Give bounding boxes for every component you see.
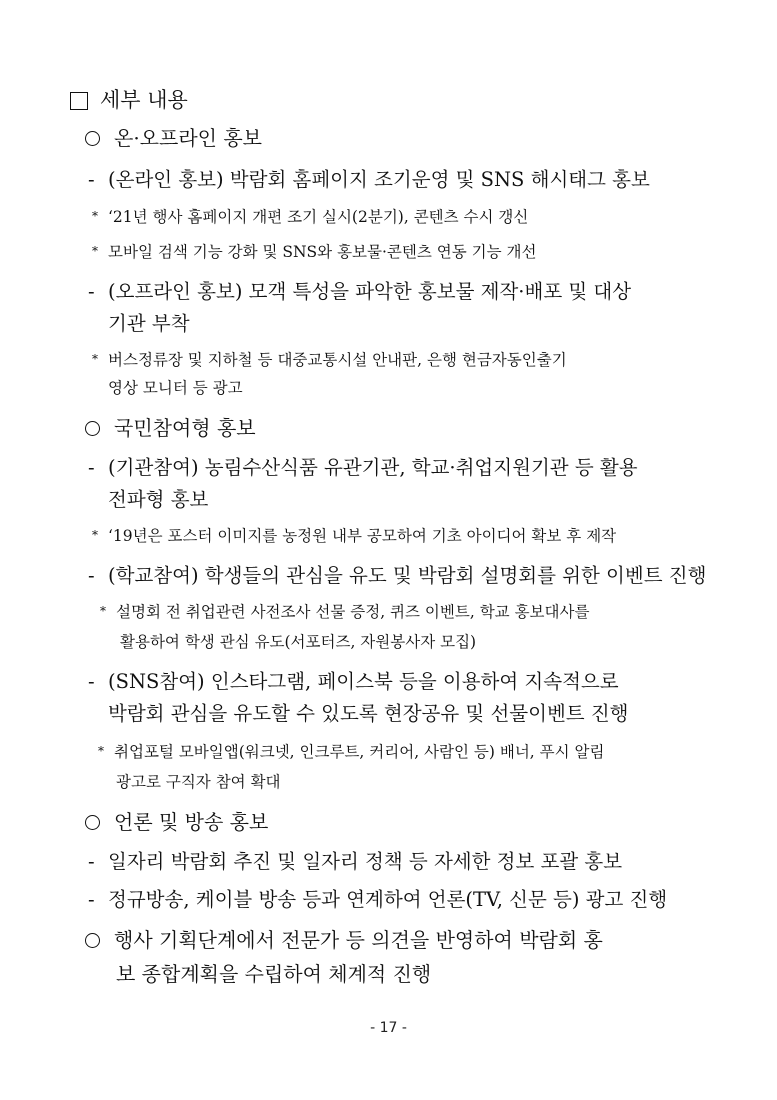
planning-item-cont: 보 종합계획을 수립하여 체계적 진행 [116, 962, 432, 986]
circle-bullet-icon [85, 131, 100, 146]
institution-note: * ‘19년은 포스터 이미지를 농정원 내부 공모하여 기초 아이디어 확보 후 제작 [92, 527, 617, 545]
offline-note-1: * 버스정류장 및 지하철 등 대중교통시설 안내판, 은행 현금자동인출기 [92, 351, 567, 369]
checkbox-square-icon [70, 92, 88, 110]
online-note-1: * ‘21년 행사 홈페이지 개편 조기 실시(2분기), 콘텐츠 수시 갱신 [92, 208, 529, 226]
sns-participation-item: - (SNS참여) 인스타그램, 페이스북 등을 이용하여 지속적으로 [88, 670, 619, 693]
school-participation-item: - (학교참여) 학생들의 관심을 유도 및 박람회 설명회를 위한 이벤트 진행 [88, 564, 707, 587]
institution-participation-item-cont: 전파형 홍보 [108, 488, 209, 511]
online-promo-item: - (온라인 홍보) 박람회 홈페이지 조기운영 및 SNS 해시태그 홍보 [88, 168, 650, 191]
institution-participation-item: - (기관참여) 농림수산식품 유관기관, 학교·취업지원기관 등 활용 [88, 456, 638, 479]
school-note-1: * 설명회 전 취업관련 사전조사 선물 증정, 퀴즈 이벤트, 학교 홍보대사를 [100, 603, 590, 621]
circle-bullet-icon [85, 421, 100, 436]
subsection-title-media: 언론 및 방송 홍보 [85, 806, 268, 835]
media-item-1: - 일자리 박람회 추진 및 일자리 정책 등 자세한 정보 포괄 홍보 [88, 850, 623, 873]
offline-promo-item: - (오프라인 홍보) 모객 특성을 파악한 홍보물 제작·배포 및 대상 [88, 280, 632, 303]
subsection-title-public-participation: 국민참여형 홍보 [85, 412, 256, 441]
planning-item: 행사 기획단계에서 전문가 등 의견을 반영하여 박람회 홍 [85, 924, 603, 953]
sns-note-2: 광고로 구직자 참여 확대 [116, 773, 281, 791]
subsection-title-online-offline: 온·오프라인 홍보 [85, 122, 262, 151]
section-heading: 세부 내용 [70, 84, 188, 114]
page-number: - 17 - [370, 1020, 407, 1036]
school-note-2: 활용하여 학생 관심 유도(서포터즈, 자원봉사자 모집) [120, 633, 477, 651]
circle-bullet-icon [85, 933, 100, 948]
circle-bullet-icon [85, 815, 100, 830]
offline-promo-item-cont: 기관 부착 [108, 312, 190, 335]
offline-note-2: 영상 모니터 등 광고 [108, 379, 243, 397]
online-note-2: * 모바일 검색 기능 강화 및 SNS와 홍보물·콘텐츠 연동 기능 개선 [92, 243, 537, 261]
sns-participation-item-cont: 박람회 관심을 유도할 수 있도록 현장공유 및 선물이벤트 진행 [108, 702, 629, 725]
media-item-2: - 정규방송, 케이블 방송 등과 연계하여 언론(TV, 신문 등) 광고 진행 [88, 888, 668, 911]
sns-note-1: * 취업포털 모바일앱(워크넷, 인크루트, 커리어, 사람인 등) 배너, 푸시 알림 [98, 743, 605, 761]
